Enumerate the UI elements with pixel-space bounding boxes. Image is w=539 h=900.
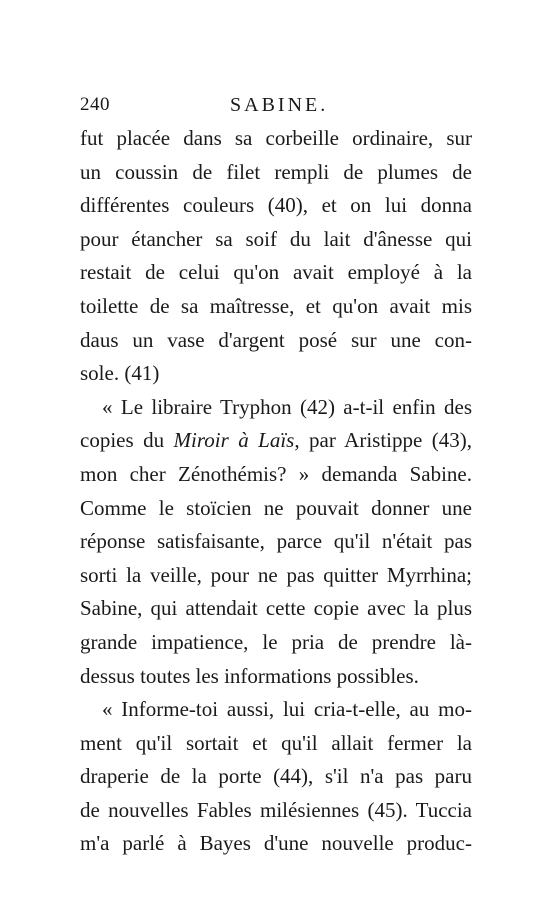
- text-line: restait de celui qu'on avait employé à la: [80, 260, 472, 285]
- running-title: SABINE.: [230, 94, 329, 116]
- text-line: fut placée dans sa corbeille ordinaire, sur: [80, 126, 472, 150]
- text-line: « Le libraire Tryphon (42) a-t-il enfin des: [102, 394, 472, 419]
- text-line: un coussin de filet rempli de plumes de: [80, 159, 472, 184]
- text-line: draperie de la porte (44), s'il n'a pas paru: [80, 764, 472, 789]
- text-line: copies du Miroir à Laïs, par Aristippe (43),: [80, 428, 472, 453]
- text-line: toilette de sa maîtresse, et qu'on avait mis: [80, 293, 472, 318]
- text-line: Sabine, qui attendait cette copie avec la plus: [80, 596, 472, 621]
- text-line: daus un vase d'argent posé sur une con-: [80, 327, 472, 352]
- text-line: m'a parlé à Bayes d'une nouvelle produc-: [80, 831, 472, 856]
- book-title: Miroir à Laïs: [173, 428, 295, 453]
- text-line: mon cher Zénothémis? » demanda Sabine.: [80, 461, 472, 486]
- text-line: « Informe-toi aussi, lui cria-t-elle, au mo-: [102, 697, 472, 722]
- text-line: pour étancher sa soif du lait d'ânesse qui: [80, 226, 472, 251]
- text-line: grande impatience, le pria de prendre là-: [80, 629, 472, 654]
- text-line: réponse satisfaisante, parce qu'il n'était pas: [80, 529, 472, 554]
- running-head: [80, 94, 472, 120]
- text-line: différentes couleurs (40), et on lui donna: [80, 193, 472, 218]
- body-text: [80, 122, 472, 861]
- text-line: sole. (41): [80, 361, 160, 386]
- text-line: dessus toutes les informations possibles.: [80, 663, 419, 688]
- text-line: ment qu'il sortait et qu'il allait fermer la: [80, 730, 472, 755]
- text-line: sorti la veille, pour ne pas quitter Myrrhina;: [80, 562, 472, 587]
- text-line: Comme le stoïcien ne pouvait donner une: [80, 495, 472, 520]
- page-number: 240: [80, 94, 110, 115]
- text-line: de nouvelles Fables milésiennes (45). Tuccia: [80, 797, 472, 822]
